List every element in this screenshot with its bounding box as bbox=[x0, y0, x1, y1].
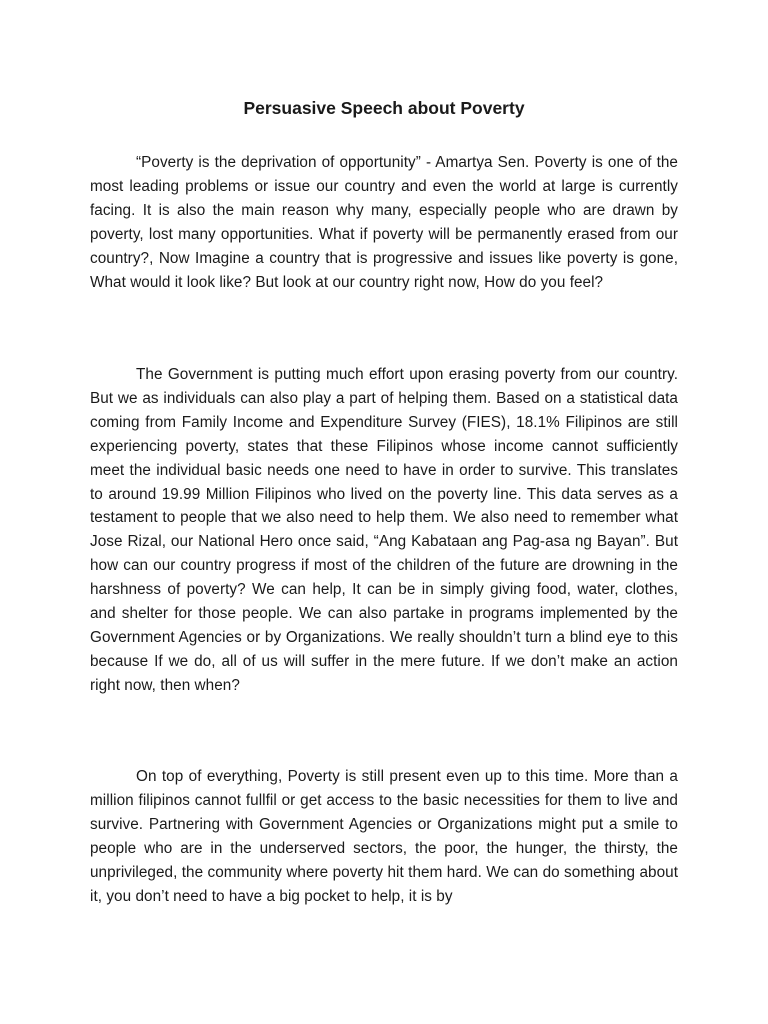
page-title: Persuasive Speech about Poverty bbox=[243, 98, 525, 118]
paragraph-government: The Government is putting much effort upon erasing poverty from our country. But we as individuals can also play a part of helping them. Based on a statistical data coming from Family Income and Expenditure Survey (FIES), 18.1% Filipinos are still experiencing poverty, states that these Filipinos whose income cannot sufficiently meet the individual basic needs one need to have in order to survive. This translates to around 19.99 Million Filipinos who lived on the poverty line. This data serves as a testament to people that we also need to help them. We also need to remember what Jose Rizal, our National Hero once said, “Ang Kabataan ang Pag-asa ng Bayan”. But how can our country progress if most of the children of the future are drowning in the harshness of poverty? We can help, It can be in simply giving food, water, clothes, and shelter for those people. We can also partake in programs implemented by the Government Agencies or by Organizations. We really shouldn’t turn a blind eye to this because If we do, all of us will suffer in the mere future. If we don’t make an action right now, then when? bbox=[90, 366, 678, 694]
paragraph-intro: “Poverty is the deprivation of opportunity” - Amartya Sen. Poverty is one of the most leading problems or issue our country and even the world at large is currently facing. It is also the main reason why many, especially people who are drawn by poverty, lost many opportunities. What if poverty will be permanently erased from our country?, Now Imagine a country that is progressive and issues like poverty is gone, What would it look like? But look at our country right now, How do you feel? bbox=[90, 154, 678, 291]
paragraph-conclusion: On top of everything, Poverty is still present even up to this time. More than a million filipinos cannot fullfil or get access to the basic necessities for them to live and survive. Partnering with Government Agencies or Organizations might put a smile to people who are in the underserved sectors, the poor, the hunger, the thirsty, the unprivileged, the community where poverty hit them hard. We can do something about it, you don’t need to have a big pocket to help, it is by bbox=[90, 768, 678, 905]
